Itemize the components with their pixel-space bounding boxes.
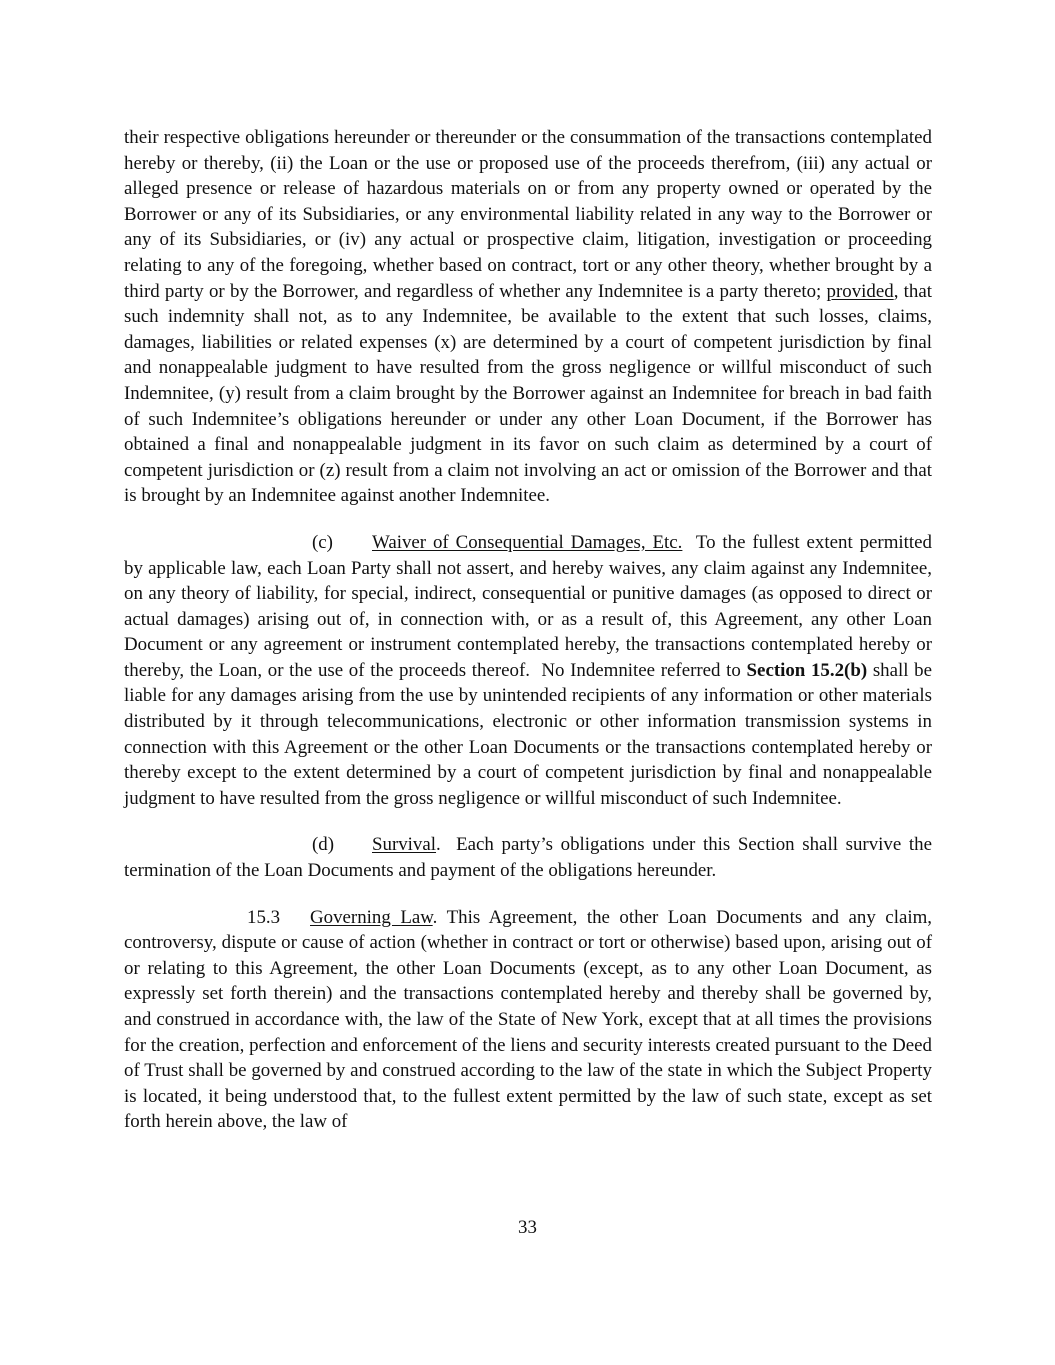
document-body bbox=[124, 125, 937, 1135]
paragraph-number: (c) bbox=[312, 531, 333, 553]
section-reference: Section 15.2(b) bbox=[746, 659, 868, 681]
paragraph-text: , that such indemnity shall not, as to any Indemnitee, be available to the extent that such losses, claims, damages, liabilities or related expenses (x) are determined by a court of competent jurisdiction by final and nonappealable judgment to have resulted from the gross negligence or willful misconduct of such Indemnitee, (y) result from a claim brought by the Borrower against an Indemnitee for breach in bad faith of such Indemnitee’s obligations hereunder or under any other Loan Document, if the Borrower has obtained a final and nonappealable judgment in its favor on such claim as determined by a court of competent jurisdiction or (z) result from a claim not involving an act or omission of the Borrower and that is brought by an Indemnitee against another Indemnitee. bbox=[124, 280, 932, 507]
section-heading: Governing Law bbox=[310, 906, 433, 928]
page-number: 33 bbox=[518, 1217, 537, 1238]
paragraph-number: (d) bbox=[312, 834, 335, 856]
paragraph-indemnity-continued bbox=[124, 125, 932, 509]
paragraph-text: their respective obligations hereunder or thereunder or the consummation of the transactions contemplated hereby or thereby, (ii) the Loan or the use or proposed use of the proceeds therefrom, (iii) any actual or alleged presence or release of hazardous materials on or from any property owned or operated by the Borrower or any of its Subsidiaries, or any environmental liability related in any way to the Borrower or any of its Subsidiaries, or (iv) any actual or prospective claim, litigation, investigation or proceeding relating to any of the foregoing, whether based on contract, tort or any other theory, whether brought by a third party or by the Borrower, and regardless of whether any Indemnitee is a party thereto; bbox=[124, 127, 932, 302]
paragraph-survival bbox=[124, 832, 937, 883]
section-number: 15.3 bbox=[247, 906, 281, 928]
paragraph-waiver-of-consequential-damages bbox=[124, 530, 937, 812]
paragraph-heading: Waiver of Consequential Damages, Etc. bbox=[372, 531, 683, 553]
paragraph-governing-law bbox=[124, 905, 932, 1135]
paragraph-heading: Survival bbox=[372, 834, 437, 856]
paragraph-text: . Each party’s obligations under this Section shall survive the termination of the Loan Documents and payment of the obligations hereunder. bbox=[124, 834, 937, 882]
paragraph-text: . This Agreement, the other Loan Documents and any claim, controversy, dispute or cause of action (whether in contract or tort or otherwise) based upon, arising out of or relating to this Agreement, the other Loan Documents (except, as to any other Loan Document, as expressly set forth therein) and the transactions contemplated hereby and thereby shall be governed by, and construed in accordance with, the law of the State of New York, except that at all times the provisions for the creation, perfection and enforcement of the liens and security interests created pursuant to the Deed of Trust shall be governed by and construed according to the law of the state in which the Subject Property is located, it being understood that, to the fullest extent permitted by the law of such state, except as set forth herein above, the law of bbox=[124, 906, 932, 1133]
provided-term: provided bbox=[826, 280, 894, 302]
paragraph-text: To the fullest extent permitted by applicable law, each Loan Party shall not assert, and hereby waives, any claim against any Indemnitee, on any theory of liability, for special, indirect, consequential or punitive damages (as opposed to direct or actual damages) arising out of, in connection with, or as a result of, this Agreement, any other Loan Document or any agreement or instrument contemplated hereby, the transactions contemplated hereby or thereby, the Loan, or the use of the proceeds thereof. No Indemnitee referred to bbox=[124, 531, 937, 681]
paragraph-text: shall be liable for any damages arising from the use by unintended recipients of any information or other materials distributed by it through telecommunications, electronic or other information transmission systems in connection with this Agreement or the other Loan Documents or the transactions contemplated hereby or thereby except to the extent determined by a court of competent jurisdiction by final and nonappealable judgment to have resulted from the gross negligence or willful misconduct of such Indemnitee. bbox=[124, 659, 932, 809]
